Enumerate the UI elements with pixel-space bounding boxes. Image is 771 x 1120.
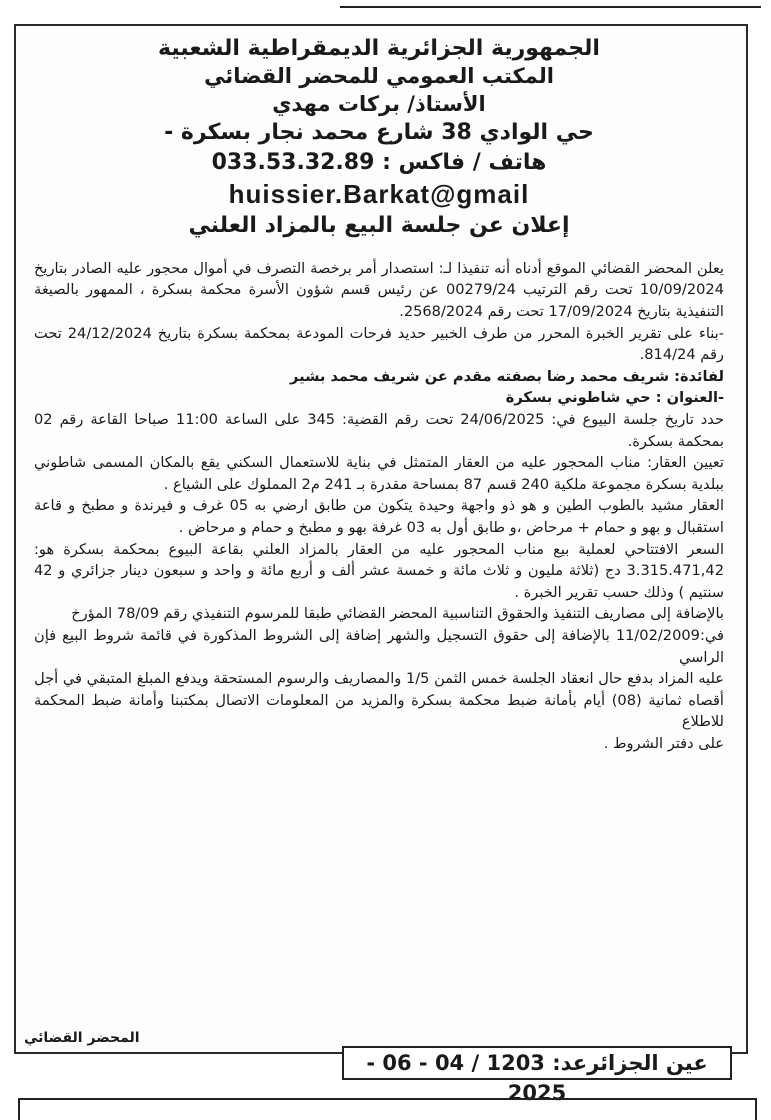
paragraph-beneficiary: لفائدة: شريف محمد رضا بصفته مقدم عن شريف محمد بشير	[290, 367, 724, 385]
signature: المحضر القضائي	[24, 1030, 140, 1046]
paragraph-registration: في:11/02/2009 بالإضافة إلى حقوق التسجيل والشهر إضافة إلى الشروط المذكورة في قائمة شروط البيع فإن الراسي	[34, 626, 724, 666]
paragraph-deadline: أقصاه ثمانية (08) أيام بأمانة ضبط محكمة بسكرة والمزيد من المعلومات الاتصال بمكتبنا وأمانة ضبط المحكمة للاطلاع	[34, 691, 724, 731]
paragraph-building: العقار مشيد بالطوب الطين و هو ذو واجهة وحيدة يتكون من طابق ارضي به 05 غرف و فيرندة و مطبخ و قاعة استقبال و بهو و حمام + مرحاض ،و طابق أول به 03 غرفة بهو و مطبخ و حمام و مرحاض .	[34, 497, 724, 536]
paragraph-price: السعر الافتتاحي لعملية بيع مناب المحجور عليه من العقار بالمزاد العلني بقاعة البيوع بمحكمة بسكرة هو: 3.315.471,42 دج (ثلاثة مليون و ثلاث مائة و خمسة عشر ألف و أربع مائة و واحد و سبعون دينار جزائري و 42 سنتيم ) وذلك حسب تقرير الخبرة .	[34, 540, 724, 601]
publication-stamp: عين الجزائرعد: 1203 / 04 - 06 - 2025	[342, 1046, 732, 1080]
announcement-frame	[14, 24, 748, 1054]
paragraph-fees: بالإضافة إلى مصاريف التنفيذ والحقوق التناسبية المحضر القضائي طبقا للمرسوم التنفيذي رقم 78/09 المؤرخ	[71, 605, 724, 623]
top-rule	[340, 6, 761, 8]
office-address: حي الوادي 38 شارع محمد نجار بسكرة -	[164, 120, 594, 146]
announcement-body	[34, 258, 724, 755]
paragraph-conditions: على دفتر الشروط .	[603, 734, 724, 752]
office-title: المكتب العمومي للمحضر القضائي	[204, 64, 554, 89]
announcement-title: إعلان عن جلسة البيع بالمزاد العلني	[188, 212, 570, 238]
next-article-border	[18, 1098, 757, 1120]
paragraph-property: تعيين العقار: مناب المحجور عليه من العقار المتمثل في بناية للاستعمال السكني يقع بالمكان المسمى شاطوني ببلدية بسكرة مجموعة ملكية 240 قسم 87 بمساحة مقدرة بـ 241 م2 المملوك على الشياع .	[34, 454, 724, 493]
paragraph-payment: عليه المزاد بدفع حال انعقاد الجلسة خمس الثمن 1/5 والمصاريف والرسوم المستحقة ويدفع المبلغ المتبقي في أجل	[34, 670, 724, 688]
paragraph-session-date: حدد تاريخ جلسة البيوع في: 24/06/2025 تحت رقم القضية: 345 على الساعة 11:00 صباحا القاعة رقم 02 بمحكمة بسكرة.	[34, 411, 724, 450]
email: huissier.Barkat@gmail	[228, 178, 530, 209]
republic-title: الجمهورية الجزائرية الديمقراطية الشعبية	[158, 36, 600, 61]
paragraph-expertise: -بناء على تقرير الخبرة المحرر من طرف الخبير حديد فرحات المودعة بمحكمة بسكرة بتاريخ 24/12/2024 تحت رقم 814/24.	[34, 324, 724, 364]
paragraph-order: يعلن المحضر القضائي الموقع أدناه أنه تنفيذا لـ: استصدار أمر برخصة التصرف في أموال محجور عليه الصادر بتاريخ 10/09/2024 تحت رقم الترتيب 00279/24 عن رئيس قسم شؤون الأسرة محكمة بسكرة ، الممهور بالصيغة التنفيذية بتاريخ 17/09/2024 تحت رقم 2568/2024.	[34, 259, 724, 321]
phone-fax: هاتف / فاكس : 033.53.32.89	[211, 149, 547, 175]
paragraph-address: -العنوان : حي شاطوني بسكرة	[505, 389, 724, 407]
bailiff-name: الأستاذ/ بركات مهدي	[272, 91, 486, 116]
